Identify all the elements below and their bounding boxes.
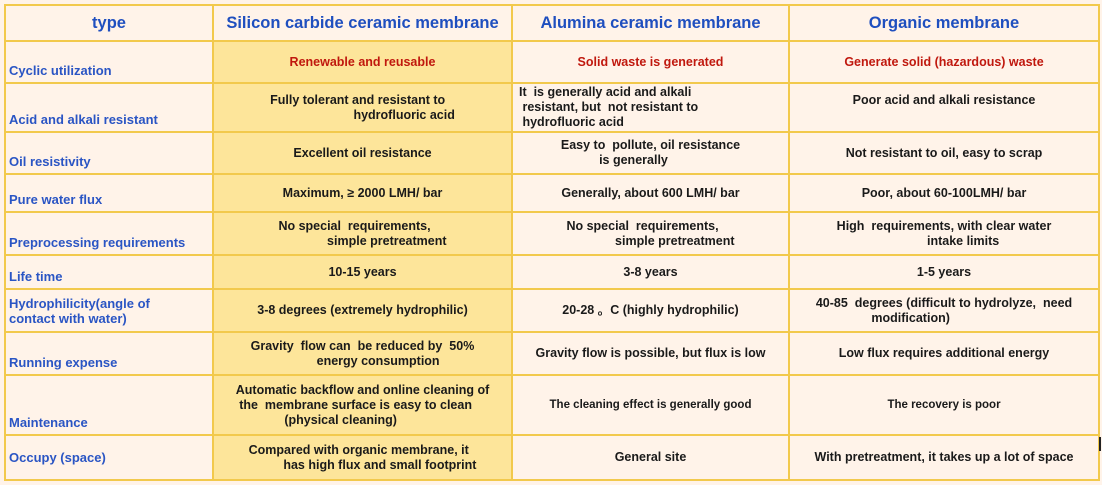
cell-organic: The recovery is poor [789, 375, 1099, 435]
table-row-occupy-space [5, 435, 1099, 480]
cell-alumina [512, 132, 789, 174]
cell-text: It is generally acid and alkali resistant, but not resistant to hydrofluoric acid [519, 85, 699, 129]
cell-alumina: The cleaning effect is generally good [512, 375, 789, 435]
header-organic: Organic membrane [789, 5, 1099, 41]
table-row-hydrophilicity [5, 289, 1099, 332]
cell-organic: Poor, about 60-100LMH/ bar [789, 174, 1099, 212]
table-row-oil-resistivity [5, 132, 1099, 174]
table-row-acid-alkali [5, 83, 1099, 132]
cell-alumina: 20-28 。C (highly hydrophilic) [512, 289, 789, 332]
row-label: Life time [5, 255, 213, 289]
header-alumina: Alumina ceramic membrane [512, 5, 789, 41]
cell-alumina [512, 212, 789, 255]
cell-organic [789, 289, 1099, 332]
cell-silicon-carbide: Renewable and reusable [213, 41, 512, 83]
cell-silicon-carbide [213, 375, 512, 435]
table-row-maintenance [5, 375, 1099, 435]
cell-alumina: Generally, about 600 LMH/ bar [512, 174, 789, 212]
header-row [5, 5, 1099, 41]
table-row-pure-water-flux [5, 174, 1099, 212]
cell-organic: Low flux requires additional energy [789, 332, 1099, 375]
cell-silicon-carbide [213, 83, 512, 132]
cell-text: Gravity flow can be reduced by 50% energy consumption [250, 338, 475, 368]
cell-silicon-carbide [213, 212, 512, 255]
row-label: Running expense [5, 332, 213, 375]
row-label: Occupy (space) [5, 435, 213, 480]
cell-silicon-carbide: Maximum, ≥ 2000 LMH/ bar [213, 174, 512, 212]
table-row-running-expense [5, 332, 1099, 375]
membrane-comparison-table [4, 4, 1100, 481]
cell-organic: Not resistant to oil, easy to scrap [789, 132, 1099, 174]
cell-text: Automatic backflow and online cleaning of the membrane surface is easy to clean (physical cleaning) [235, 382, 490, 427]
table-row-preprocessing [5, 212, 1099, 255]
cell-organic: Generate solid (hazardous) waste [789, 41, 1099, 83]
cell-text: Fully tolerant and resistant to hydrofluoric acid [270, 92, 455, 122]
row-label: Oil resistivity [5, 132, 213, 174]
cell-alumina: Gravity flow is possible, but flux is low [512, 332, 789, 375]
cell-text: No special requirements, simple pretreatment [566, 218, 735, 248]
row-label: Pure water flux [5, 174, 213, 212]
cell-silicon-carbide: 3-8 degrees (extremely hydrophilic) [213, 289, 512, 332]
row-label: Preprocessing requirements [5, 212, 213, 255]
cell-alumina: General site [512, 435, 789, 480]
text-cursor-icon [1099, 437, 1101, 451]
cell-text: High requirements, with clear water intake limits [836, 218, 1052, 248]
cell-organic: Poor acid and alkali resistance [789, 83, 1099, 132]
row-label: Maintenance [5, 375, 213, 435]
cell-alumina: Solid waste is generated [512, 41, 789, 83]
cell-text: 40-85 degrees (difficult to hydrolyze, need modification) [815, 295, 1073, 325]
cell-text: No special requirements, simple pretreatment [278, 218, 447, 248]
row-label [5, 289, 213, 332]
row-label: Acid and alkali resistant [5, 83, 213, 132]
header-type: type [5, 5, 213, 41]
row-label: Cyclic utilization [5, 41, 213, 83]
cell-organic [789, 212, 1099, 255]
cell-alumina [512, 83, 789, 132]
cell-silicon-carbide: 10-15 years [213, 255, 512, 289]
header-silicon-carbide: Silicon carbide ceramic membrane [213, 5, 512, 41]
table-row-cyclic-utilization [5, 41, 1099, 83]
cell-organic: With pretreatment, it takes up a lot of space [789, 435, 1099, 480]
cell-organic: 1-5 years [789, 255, 1099, 289]
cell-alumina: 3-8 years [512, 255, 789, 289]
cell-silicon-carbide [213, 435, 512, 480]
cell-text: Hydrophilicity(angle of contact with water) [9, 295, 150, 326]
table-row-life-time [5, 255, 1099, 289]
cell-silicon-carbide [213, 332, 512, 375]
cell-text: Easy to pollute, oil resistance is generally [560, 138, 741, 167]
cell-silicon-carbide: Excellent oil resistance [213, 132, 512, 174]
cell-text: Compared with organic membrane, it has high flux and small footprint [248, 442, 477, 472]
